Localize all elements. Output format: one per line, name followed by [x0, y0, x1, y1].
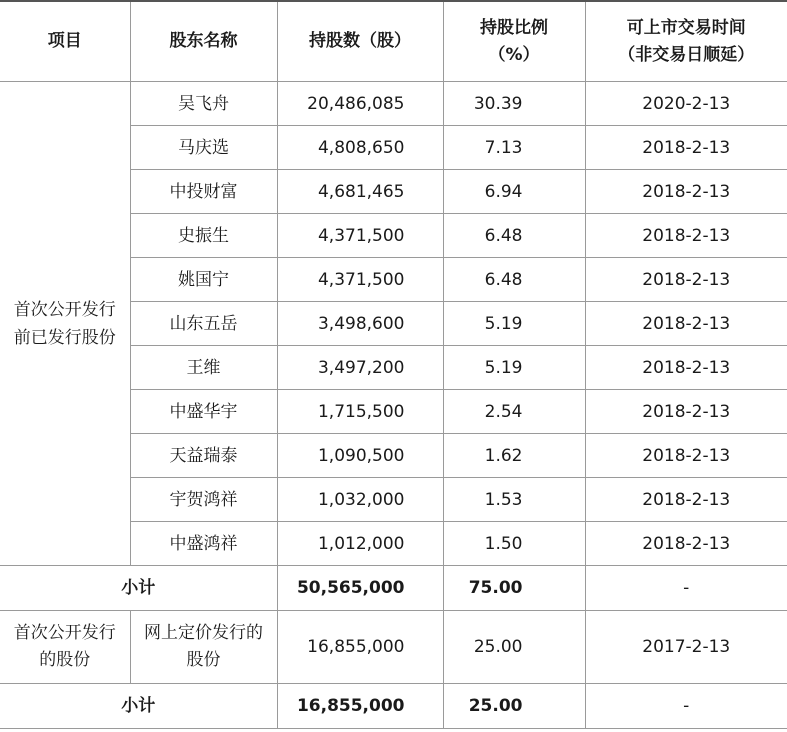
holder-ratio: 5.19: [443, 346, 585, 390]
holder-shares: 4,808,650: [277, 126, 443, 170]
subtotal-shares: 16,855,000: [277, 684, 443, 729]
holder-shares: 1,090,500: [277, 434, 443, 478]
subtotal-ratio: 75.00: [443, 566, 585, 611]
subtotal-row-1: [0, 566, 787, 611]
holder-date: 2018-2-13: [585, 126, 787, 170]
subtotal-label: 小计: [0, 566, 277, 611]
ipo-shares: 16,855,000: [277, 611, 443, 684]
holder-name: 中投财富: [130, 170, 277, 214]
subtotal-ratio: 25.00: [443, 684, 585, 729]
holder-name: 宇贺鸿祥: [130, 478, 277, 522]
subtotal-date: -: [585, 566, 787, 611]
header-date-line2: （非交易日顺延）: [618, 44, 755, 65]
holder-date: 2018-2-13: [585, 478, 787, 522]
holder-name: 山东五岳: [130, 302, 277, 346]
holder-ratio: 1.62: [443, 434, 585, 478]
header-date: [585, 1, 787, 82]
header-ratio-line1: 持股比例: [480, 17, 548, 38]
holder-name: 史振生: [130, 214, 277, 258]
holder-date: 2018-2-13: [585, 170, 787, 214]
header-date-line1: 可上市交易时间: [626, 17, 746, 38]
holder-date: 2018-2-13: [585, 214, 787, 258]
holder-name: 王维: [130, 346, 277, 390]
header-ratio-line2: （%）: [488, 44, 540, 65]
holder-date: 2018-2-13: [585, 258, 787, 302]
holder-date: 2018-2-13: [585, 434, 787, 478]
holder-shares: 1,032,000: [277, 478, 443, 522]
holder-ratio: 2.54: [443, 390, 585, 434]
holder-shares: 1,715,500: [277, 390, 443, 434]
header-item: 项目: [0, 1, 130, 82]
ipo-date: 2017-2-13: [585, 611, 787, 684]
group2-label: 首次公开发行的股份: [0, 611, 130, 684]
header-row: [0, 1, 787, 82]
holder-name: 中盛鸿祥: [130, 522, 277, 566]
holder-name: 中盛华宇: [130, 390, 277, 434]
subtotal-row-2: [0, 684, 787, 729]
group1-label: 首次公开发行前已发行股份: [0, 82, 130, 566]
holder-shares: 4,681,465: [277, 170, 443, 214]
holder-name: 马庆选: [130, 126, 277, 170]
subtotal-shares: 50,565,000: [277, 566, 443, 611]
header-ratio: [443, 1, 585, 82]
holder-date: 2018-2-13: [585, 390, 787, 434]
header-shares: 持股数（股）: [277, 1, 443, 82]
holder-date: 2018-2-13: [585, 522, 787, 566]
holder-shares: 4,371,500: [277, 258, 443, 302]
holder-shares: 1,012,000: [277, 522, 443, 566]
subtotal-label: 小计: [0, 684, 277, 729]
holder-date: 2018-2-13: [585, 346, 787, 390]
holder-ratio: 6.94: [443, 170, 585, 214]
holder-ratio: 1.50: [443, 522, 585, 566]
holder-shares: 3,498,600: [277, 302, 443, 346]
holder-name: 天益瑞泰: [130, 434, 277, 478]
holder-ratio: 1.53: [443, 478, 585, 522]
holder-shares: 20,486,085: [277, 82, 443, 126]
subtotal-date: -: [585, 684, 787, 729]
holder-name: 姚国宁: [130, 258, 277, 302]
table-row: [0, 82, 787, 126]
holder-date: 2018-2-13: [585, 302, 787, 346]
holder-shares: 3,497,200: [277, 346, 443, 390]
holder-ratio: 6.48: [443, 258, 585, 302]
holder-ratio: 7.13: [443, 126, 585, 170]
ipo-holder-name: 网上定价发行的股份: [130, 611, 277, 684]
holder-ratio: 5.19: [443, 302, 585, 346]
holder-shares: 4,371,500: [277, 214, 443, 258]
holder-ratio: 6.48: [443, 214, 585, 258]
holder-ratio: 30.39: [443, 82, 585, 126]
holder-date: 2020-2-13: [585, 82, 787, 126]
ipo-ratio: 25.00: [443, 611, 585, 684]
holder-name: 吴飞舟: [130, 82, 277, 126]
ipo-row: [0, 611, 787, 684]
header-holder: 股东名称: [130, 1, 277, 82]
